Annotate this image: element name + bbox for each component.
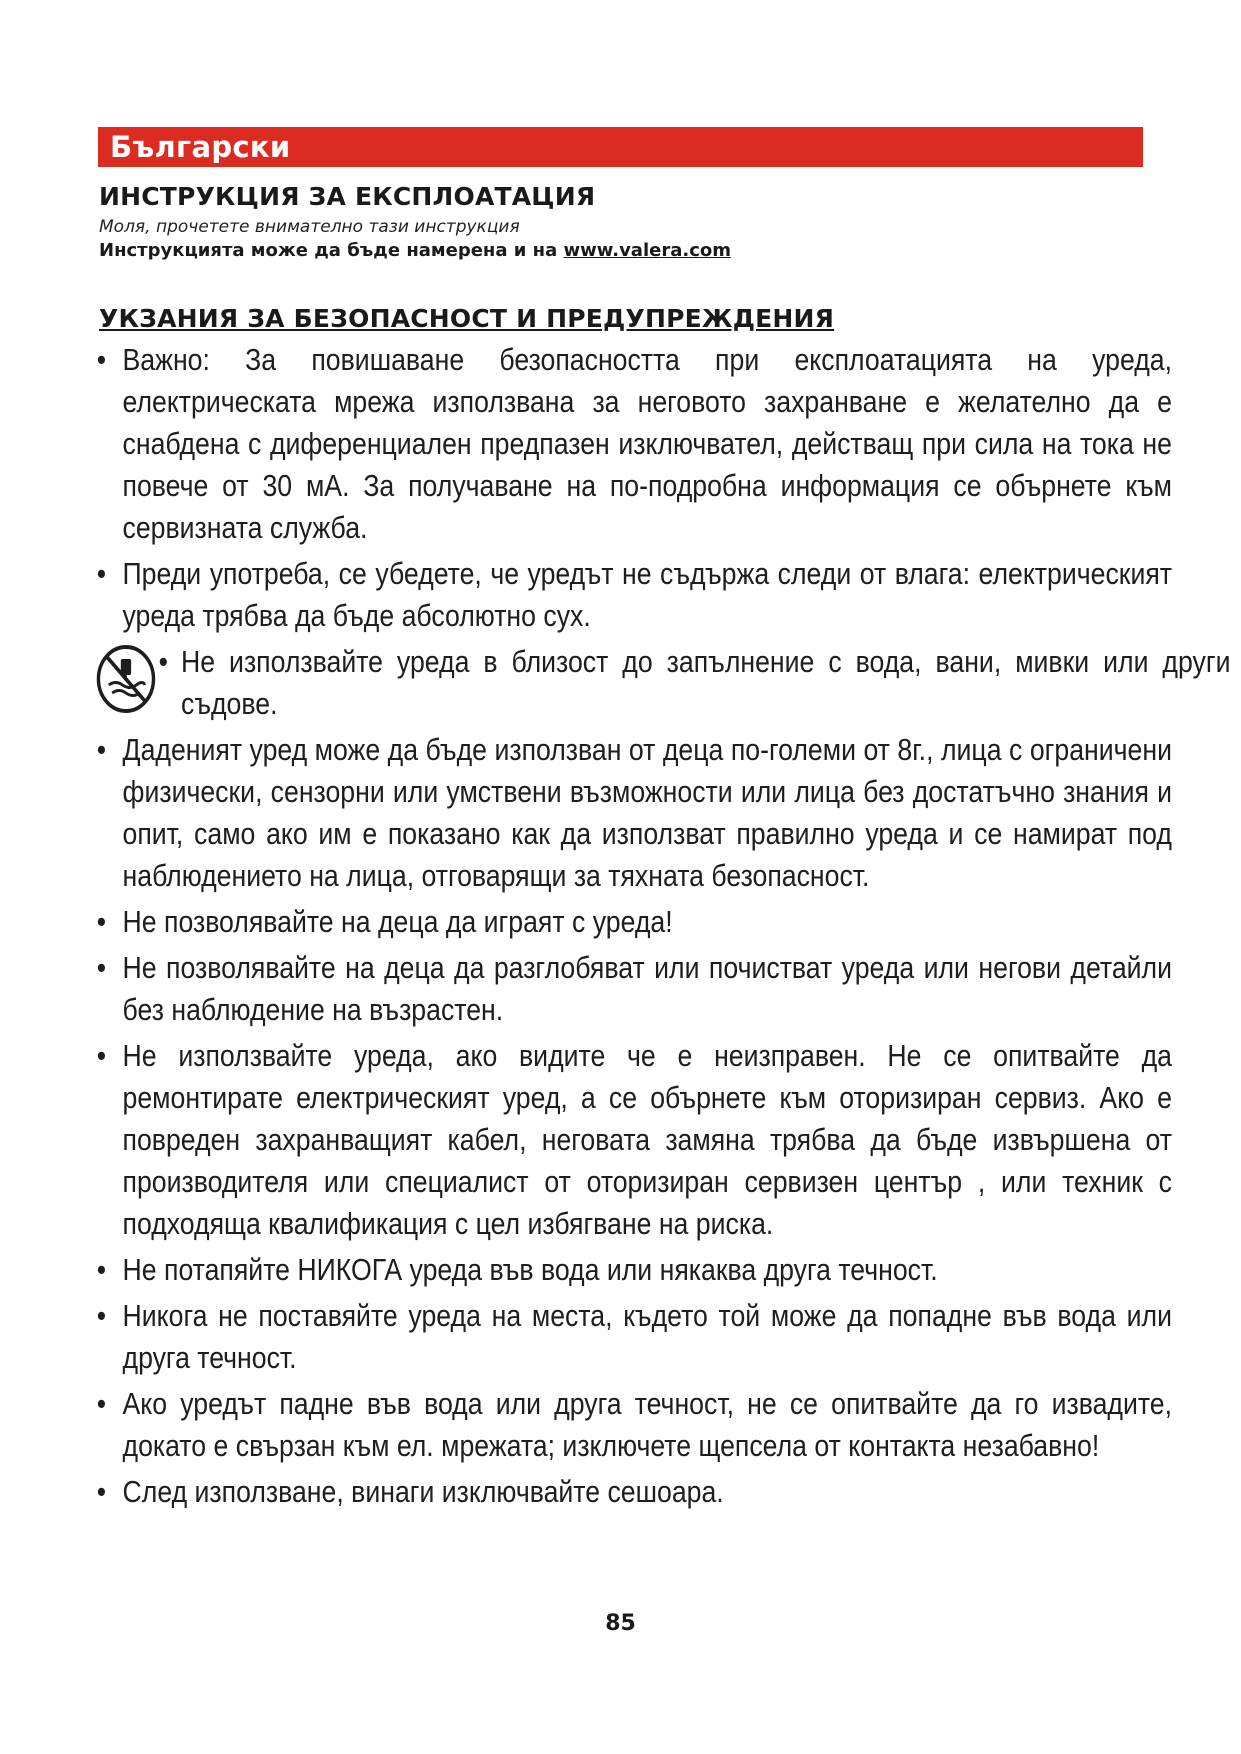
list-item: • Не потапяйте НИКОГА уреда във вода или някаква друга течност. xyxy=(95,1249,1172,1291)
list-item: • След използване, винаги изключвайте сешоара. xyxy=(95,1471,1172,1513)
language-bar: Български xyxy=(98,127,1143,167)
safety-list xyxy=(95,339,1231,1517)
list-item-water-warning xyxy=(95,641,1230,725)
document-subtitle: Моля, прочетете внимателно тази инструкция xyxy=(99,217,520,237)
list-item: • Не използвайте уреда, ако видите че е неизправен. Не се опитвайте да ремонтирате електрическият уред, а се обърнете към оторизиран сервиз. Ако е повреден захранващият кабел, неговата замяна трябва да бъде извършена от производителя или специалист от оторизиран сервизен център , или техник с подходяща квалификация с цел избягване на риска. xyxy=(95,1035,1172,1245)
no-water-icon xyxy=(95,643,157,715)
list-item: • Важно: За повишаване безопасността при експлоатацията на уреда, електрическата мрежа използвана за неговото захранване е желателно да е снабдена с диференциален предпазен изключвател, действащ при сила на тока не повече от 30 мА. За получаване на по-подробна информация се обърнете към сервизната служба. xyxy=(95,339,1172,549)
note-text: Инструкцията може да бъде намерена и на xyxy=(99,240,564,261)
page-number: 85 xyxy=(605,1611,636,1636)
list-item: • Ако уредът падне във вода или друга течност, не се опитвайте да го извадите, докато е свързан към ел. мрежата; изключете щепсела от контакта незабавно! xyxy=(95,1383,1172,1467)
list-item: • Никога не поставяйте уреда на места, където той може да попадне във вода или друга течност. xyxy=(95,1295,1172,1379)
list-item: • Не позволявайте на деца да разглобяват или почистват уреда или негови детайли без наблюдение на възрастен. xyxy=(95,947,1172,1031)
list-item: • Не позволявайте на деца да играят с уреда! xyxy=(95,901,1172,943)
section-heading: УКЗАНИЯ ЗА БЕЗОПАСНОСТ И ПРЕДУПРЕЖДЕНИЯ xyxy=(99,304,835,333)
website-link[interactable]: www.valera.com xyxy=(563,240,731,261)
list-item: • Преди употреба, се убедете, че уредът не съдържа следи от влага: електрическият уреда трябва да бъде абсолютно сух. xyxy=(95,553,1172,637)
document-title: ИНСТРУКЦИЯ ЗА ЕКСПЛОАТАЦИЯ xyxy=(99,182,596,211)
document-note xyxy=(99,240,731,261)
list-item: • Даденият уред може да бъде използван от деца по-големи от 8г., лица с ограничени физически, сензорни или умствени възможности или лица без достатъчно знания и опит, само ако им е показано как да използват правилно уреда и се намират под наблюдението на лица, отговарящи за тяхната безопасност. xyxy=(95,729,1172,897)
list-item-text: Не използвайте уреда в близост до запълнение с вода, вани, мивки или други съдове. xyxy=(181,644,1231,721)
